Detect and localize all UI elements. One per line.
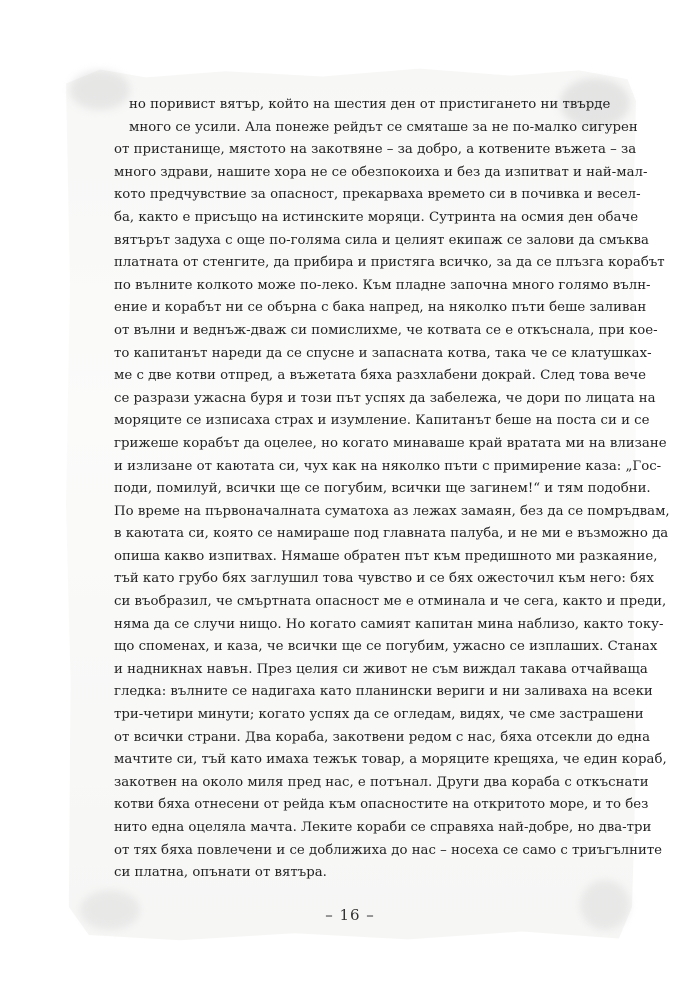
text-line: вятърът задуха с още по-голяма сила и целият екипаж се залови да смъква [114,232,649,248]
text-line: кото предчувствие за опасност, прекарваха времето си в почивка и весел- [114,187,641,203]
text-line: много здрави, нашите хора не се обезпокоиха и без да изпитват и най-мал- [114,164,648,180]
text-line: ение и корабът ни се обърна с бака напред, на няколко пъти беше заливан [114,300,647,316]
text-line: По време на първоначалната суматоха аз лежах замаян, без да се помръдвам, [114,503,670,519]
text-line: платната от стенгите, да прибира и пристяга всичко, за да се плъзга корабът [114,255,665,271]
text-line: нито една оцеляла мачта. Леките кораби се справяха най-добре, но два-три [114,820,652,835]
text-line: ба, както е присъщо на истинските моряци. Сутринта на осмия ден обаче [114,209,639,225]
text-line: тъй като грубо бях заглушил това чувство и се бях ожесточил към него: бях [114,571,654,587]
text-line: що споменах, и каза, че всички ще се погубим, ужасно се изплаших. Станах [114,639,658,655]
text-line: от вълни и веднъж-дваж си помислихме, че котвата се е откъснала, при кое- [114,322,658,338]
text-line: от пристанище, мястото на закотвяне – за добро, а котвените въжета – за [114,142,637,158]
text-line: и надникнах навън. През целия си живот не съм виждал такава отчайваща [114,661,648,677]
text-line: котви бяха отнесени от рейда към опасностите на откритото море, и то без [114,797,649,813]
text-line: си въобразил, че смъртната опасност ме е отминала и че сега, както и преди, [114,594,667,610]
text-line: но поривист вятър, който на шестия ден от пристигането ни твърде [129,97,611,112]
text-line: от всички страни. Два кораба, закотвени редом с нас, бяха отсекли до една [114,729,651,745]
text-line: мачтите си, тъй като имаха тежък товар, а моряците крещяха, че един кораб, [114,752,667,768]
text-line: от тях бяха повлечени и се доближиха до нас – носеха се само с триъгълните [114,842,663,858]
text-line: ме с две котви отпред, а въжетата бяха разхлабени докрай. След това вече [114,368,646,384]
text-line: то капитанът нареди да се спусне и запасната котва, така че се клатушках- [114,345,652,361]
text-line: и излизане от каютата си, чух как на няколко пъти с примирение каза: „Гос- [114,458,662,474]
text-line: грижеше корабът да оцелее, но когато минаваше край вратата ми на влизане [114,435,667,451]
text-line: по вълните колкото може по-леко. Към пладне започна много голямо вълн- [114,277,651,293]
text-line: моряците се изписаха страх и изумление. Капитанът беше на поста си и се [114,413,650,429]
text-line: закотвен на около миля пред нас, е потънал. Други два кораба с откъснати [114,774,649,790]
text-line: се разрази ужасна буря и този път успях да забележа, че дори по лицата на [114,390,656,406]
text-line: няма да се случи нищо. Но когато самият капитан мина наблизо, както току- [114,616,664,632]
page-number: – 16 – [325,906,375,924]
text-line: три-четири минути; когато успях да се огледам, видях, че сме застрашени [114,707,644,723]
text-line: си платна, опънати от вятъра. [114,865,327,881]
text-line: опиша какво изпитвах. Нямаше обратен път към предишното ми разкаяние, [114,548,658,564]
text-line: поди, помилуй, всички ще се погубим, всички ще загинем!“ и тям подобни. [114,481,651,497]
text-line: много се усили. Ала понеже рейдът се смяташе за не по-малко сигурен [129,119,638,135]
text-line: гледка: вълните се надигаха като планински вериги и ни заливаха на всеки [114,684,653,700]
text-line: в каютата си, която се намираше под главната палуба, и не ми е възможно да [114,526,669,542]
body-text [108,94,670,885]
